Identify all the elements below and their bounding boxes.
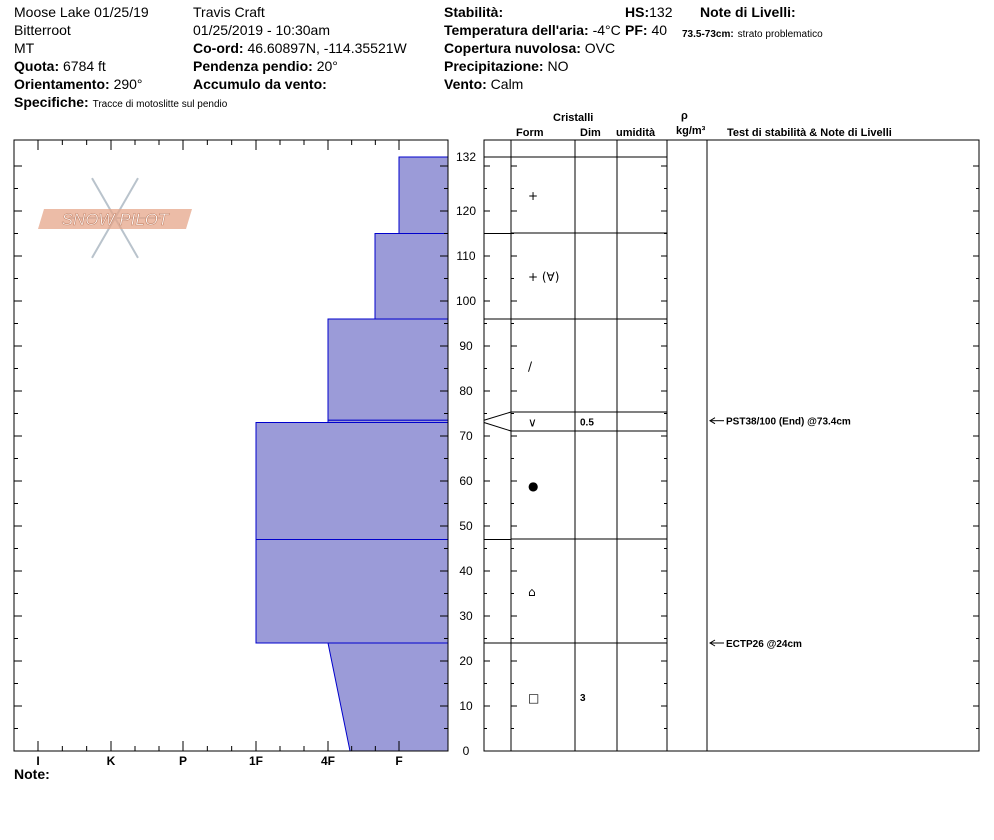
col-size: Dim — [580, 127, 601, 139]
col-form: Form — [516, 127, 544, 139]
pf-label: PF: — [625, 22, 648, 38]
grain-form-symbol: / — [528, 359, 533, 374]
hardness-layer — [328, 643, 448, 751]
precip-value: NO — [547, 58, 569, 74]
elevation-value: 6784 ft — [63, 58, 106, 74]
layer-notes-label: Note di Livelli: — [700, 4, 796, 20]
hardness-layer — [328, 319, 448, 420]
hardness-label: 1F — [248, 754, 264, 768]
grain-size-value: 3 — [580, 693, 586, 704]
depth-tick-label: 100 — [455, 294, 477, 308]
logo-text: SNOW PILOT — [61, 210, 169, 229]
depth-tick-label: 50 — [459, 519, 473, 533]
wind-label: Vento: — [444, 76, 487, 92]
air-temp-value: -4°C — [592, 22, 621, 38]
pf-value: 40 — [651, 22, 668, 38]
coord-label: Co-ord: — [193, 40, 244, 56]
state: MT — [14, 40, 35, 56]
grain-form-symbol: ⌂ — [528, 585, 536, 599]
hardness-layer — [256, 540, 448, 644]
layer-note-range: 73.5-73cm: — [682, 29, 734, 40]
hardness-label: K — [106, 754, 116, 768]
slope-label: Pendenza pendio: — [193, 58, 313, 74]
stability-test-label: ECTP26 @24cm — [726, 639, 802, 650]
hardness-layer — [399, 157, 448, 234]
col-density-unit: kg/m³ — [676, 125, 706, 137]
depth-tick-label: 120 — [455, 204, 477, 218]
hardness-label: 4F — [320, 754, 336, 768]
hs-label: HS: — [625, 4, 650, 20]
hardness-layer — [256, 423, 448, 540]
wind-loading-label: Accumulo da vento: — [193, 76, 327, 92]
col-tests: Test di stabilità & Note di Livelli — [727, 127, 892, 139]
depth-tick-label: 132 — [455, 150, 477, 164]
layer-boundary-connector — [484, 412, 511, 420]
aspect-label: Orientamento: — [14, 76, 110, 92]
layers-table-frame — [484, 140, 979, 751]
notes-label: Note: — [14, 766, 50, 782]
cloud-label: Copertura nuvolosa: — [444, 40, 581, 56]
specifics-value: Tracce di motoslitte sul pendio — [92, 99, 228, 110]
stability-label: Stabilità: — [444, 4, 504, 20]
depth-tick-label: 90 — [459, 339, 473, 353]
hardness-layer — [375, 234, 448, 320]
specifics-label: Specifiche: — [14, 94, 89, 110]
elevation-label: Quota: — [14, 58, 60, 74]
cloud-value: OVC — [584, 40, 616, 56]
depth-tick-label: 110 — [456, 249, 476, 263]
depth-tick-label: 10 — [459, 699, 473, 713]
grain-form-symbol: + (∀) — [528, 270, 560, 284]
col-crystals: Cristalli — [553, 112, 594, 124]
depth-tick-label: 70 — [459, 429, 473, 443]
hardness-label: F — [395, 754, 403, 768]
layer-boundary-connector — [484, 423, 511, 432]
col-moisture: umidità — [616, 127, 656, 139]
depth-tick-label: 60 — [459, 474, 473, 488]
range: Bitterroot — [14, 22, 71, 38]
air-temp-label: Temperatura dell'aria: — [444, 22, 589, 38]
depth-tick-label: 20 — [459, 654, 473, 668]
depth-tick-label: 80 — [459, 384, 473, 398]
coord-value: 46.60897N, -114.35521W — [247, 40, 407, 56]
slope-value: 20° — [316, 58, 338, 74]
stability-test-label: PST38/100 (End) @73.4cm — [726, 416, 851, 428]
grain-form-symbol: □ — [528, 691, 540, 705]
wind-value: Calm — [490, 76, 524, 92]
col-density-symbol: ρ — [681, 110, 688, 122]
aspect-value: 290° — [113, 76, 143, 92]
location: Moose Lake 01/25/19 — [14, 4, 149, 20]
hardness-label: I — [36, 754, 40, 768]
precip-label: Precipitazione: — [444, 58, 544, 74]
grain-size-value: 0.5 — [580, 417, 594, 429]
datetime: 01/25/2019 - 10:30am — [193, 22, 330, 38]
depth-tick-label: 40 — [459, 564, 473, 578]
layer-note-text: strato problematico — [737, 29, 823, 40]
snowpilot-logo — [38, 178, 192, 258]
grain-form-symbol: + — [528, 189, 539, 203]
depth-tick-label: 30 — [459, 609, 473, 623]
hs-value: 132 — [649, 4, 673, 20]
grain-form-symbol: ∨ — [528, 415, 537, 430]
hardness-label: P — [178, 754, 188, 768]
observer: Travis Craft — [193, 4, 265, 20]
grain-form-symbol: ● — [528, 479, 539, 493]
depth-tick-label: 0 — [462, 744, 470, 758]
